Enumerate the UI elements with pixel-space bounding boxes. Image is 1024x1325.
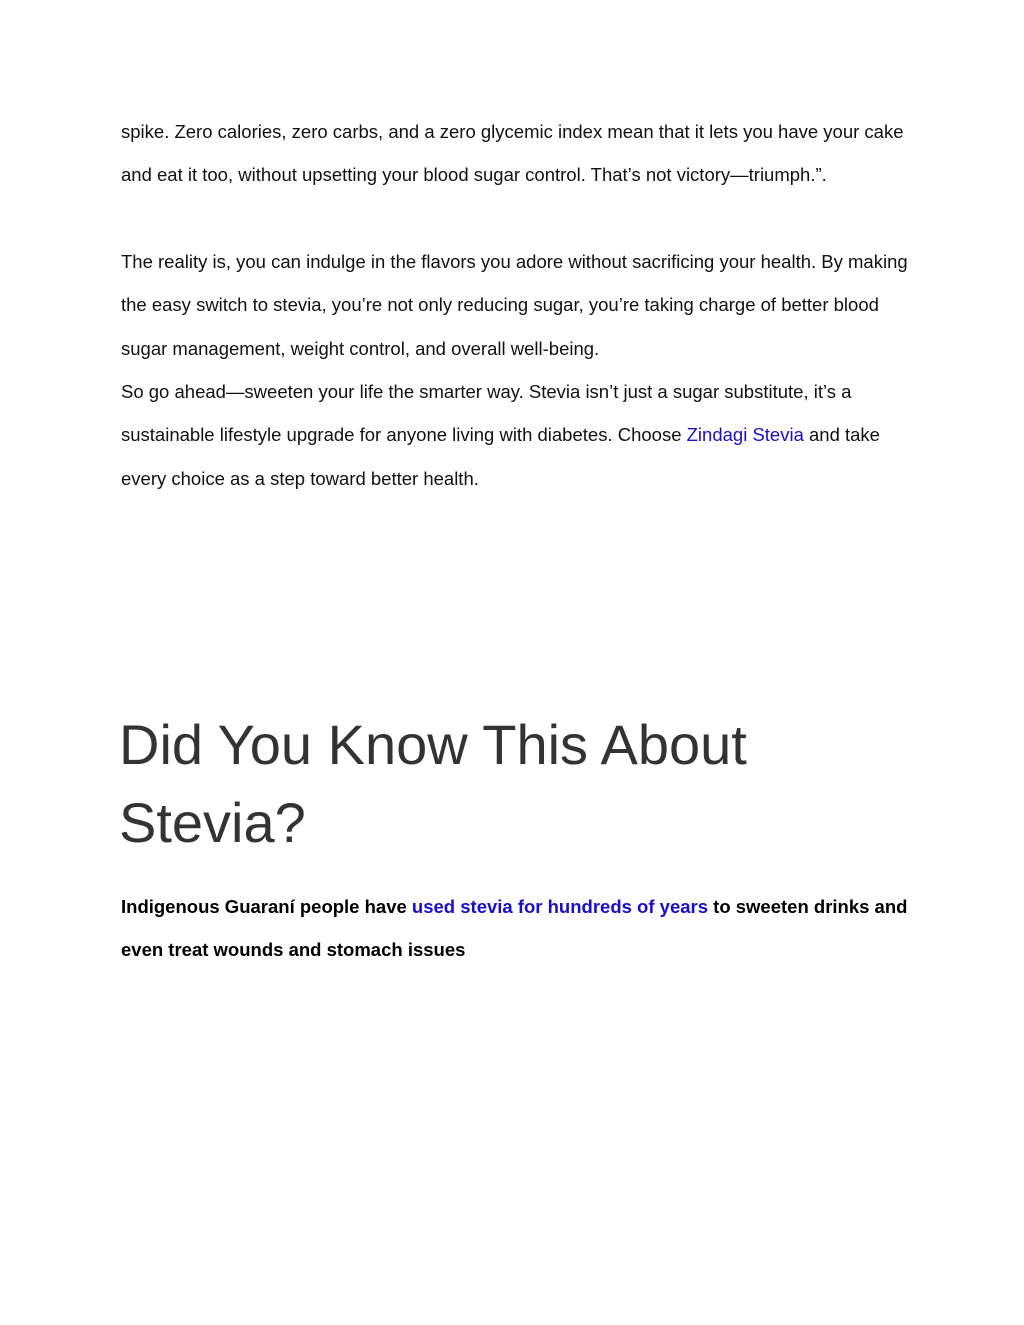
paragraph-sweeten-life (121, 370, 911, 500)
heading-line-1: Did You Know This About (119, 713, 747, 776)
paragraph-text: and take every choice as a step toward better health. (121, 424, 880, 489)
paragraph-indulge (121, 240, 911, 370)
zindagi-stevia-link[interactable]: Zindagi Stevia (686, 424, 804, 446)
paragraph-text: The reality is, you can indulge in the flavors you adore without sacrificing your health. By making the easy switch to stevia, you’re not only reducing sugar, you’re taking charge of better blood sugar management, weight control, and overall well-being. (121, 251, 908, 359)
fact-text: to sweeten drinks and even treat wounds and stomach issues (121, 896, 908, 961)
fact-paragraph (121, 885, 911, 972)
stevia-history-link[interactable]: used stevia for hundreds of years (411, 896, 709, 917)
fact-text: Indigenous Guaraní people have (121, 896, 412, 917)
paragraph-text: spike. Zero calories, zero carbs, and a zero glycemic index mean that it lets you have your cake and eat it too, without upsetting your blood sugar control. That’s not victory—triumph.”. (121, 121, 904, 186)
heading-line-2: Stevia? (119, 791, 306, 854)
paragraph-text: So go ahead—sweeten your life the smarter way. Stevia isn’t just a sugar substitute, it’s a sustainable lifestyle upgrade for anyone living with diabetes. Choose (121, 381, 852, 446)
section-heading (119, 706, 919, 862)
paragraph-blood-sugar (121, 110, 911, 197)
